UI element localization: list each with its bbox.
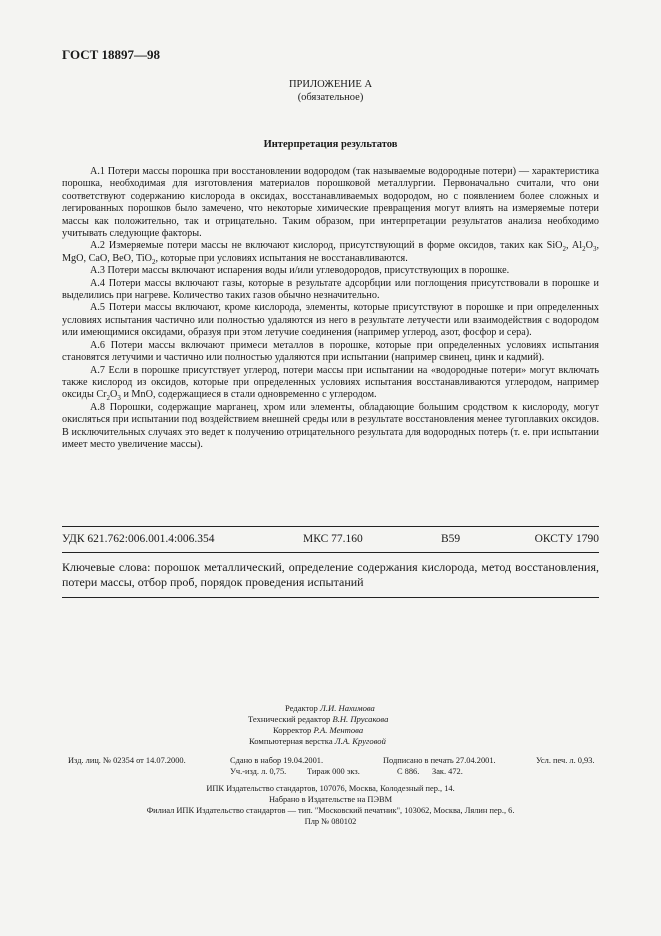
okstu-code: ОКСТУ 1790 — [534, 533, 599, 545]
appendix-title: ПРИЛОЖЕНИЕ А — [288, 79, 373, 90]
paragraph-a4: А.4 Потери массы включают газы, которые в результате адсорбции или поглощения присутствовали в порошке и выделились при нагреве. Количество таких газов обычно незначительно. — [62, 277, 599, 302]
mks-code: МКС 77.160 — [303, 533, 363, 545]
paragraph-a3: А.3 Потери массы включают испарения воды и/или углеводородов, присутствующих в порошке. — [90, 265, 510, 277]
appendix-subtitle: (обязательное) — [297, 92, 364, 103]
credit-editor: Редактор Л.И. Нахимова — [285, 703, 375, 713]
publisher-line-3: Филиал ИПК Издательство стандартов — тип. "Московский печатник", 103062, Москва, Лялин пер., 6. — [146, 806, 515, 815]
appendix-heading — [0, 78, 661, 104]
imprint-pub-sheets: Уч.-изд. л. 0,75. — [230, 767, 287, 776]
body-text — [62, 166, 599, 451]
imprint-print-sheets: Усл. печ. л. 0,93. — [536, 756, 595, 765]
divider-bottom — [62, 597, 599, 598]
paragraph-a7-end: , содержащиеся в стали одновременно с углеродом. — [152, 389, 377, 401]
paragraph-a2-intro: А.2 Измеряемые потери массы не включают кислород, присутствующий в форме оксидов, таких как SiO — [90, 240, 563, 252]
paragraph-a8: А.8 Порошки, содержащие марганец, хром или элементы, обладающие большим сродством к кислороду, могут окисляться при испытании под воздействием внешней среды или в результате восстановления менее тугоплавких оксидов. В исключительных случаях это ведет к получению отрицательного результата для водородных потерь (т. е. при испытании имеет место увеличение массы). — [62, 401, 599, 450]
credit-layout: Компьютерная верстка Л.А. Круговой — [249, 736, 386, 746]
paragraph-a2-tail: , которые при условиях испытания не восстанавливаются. — [155, 252, 408, 264]
document-code: ГОСТ 18897—98 — [62, 47, 161, 62]
imprint-order: Зак. 472. — [432, 767, 463, 776]
divider-top — [62, 526, 599, 527]
paragraph-a2: А.2 Измеряемые потери массы не включают кислород, присутствующий в форме оксидов, таких как SiO$_2$, $Al_2O_3$, MgO, CaO, BeO, TiO$_2$, которые при условиях испытания не восстанавливаются. — [62, 240, 600, 266]
publisher-line-4: Плр № 080102 — [304, 817, 357, 826]
imprint — [0, 755, 661, 779]
credit-tech-editor: Технический редактор В.Н. Прусакова — [248, 714, 389, 724]
group-code: B59 — [441, 533, 461, 545]
imprint-license: Изд. лиц. № 02354 от 14.07.2000. — [68, 756, 186, 765]
paragraph-a1: А.1 Потери массы порошка при восстановлении водородом (так называемые водородные потери) — характеристика порошка, необходимая для изготовления материалов порошковой металлургии. Первоначально считали, что они соответствуют содержанию кислорода в оксидах, восстанавливаемых водородом, но с появлением более сложных и легированных порошков было замечено, что некоторые химические превращения могут влиять на измеряемые потери массы как положительно, так и отрицательно. Таким образом, при интерпретации результатов анализа необходимо учитывать следующие факторы. — [62, 166, 599, 240]
udk-code: УДК 621.762:006.001.4:006.354 — [62, 533, 215, 545]
paragraph-a6: А.6 Потери массы включают примеси металлов в порошке, которые при определенных условиях испытания становятся летучими и частично или полностью удаляются при испытании (например свинец, цинк и кадмий). — [62, 339, 599, 364]
paragraph-a7: А.7 Если в порошке присутствует углерод, потери массы при испытании на «водородные потери» могут включать также кислород из оксидов, которые при определенных условиях испытания восстанавливаются углеродом, например оксиды $Cr_2O_3$ и MnO, содержащиеся в стали одновременно с углеродом. — [62, 364, 599, 403]
imprint-c: С 886. — [397, 767, 420, 776]
imprint-run: Тираж 000 экз. — [307, 767, 360, 776]
keywords: Ключевые слова: порошок металлический, определение содержания кислорода, метод восстановления, потери массы, отбор проб, порядок проведения испытаний — [62, 560, 599, 589]
section-title: Интерпретация результатов — [263, 139, 398, 150]
imprint-sent: Сдано в набор 19.04.2001. — [230, 756, 324, 765]
credit-corrector: Корректор Р.А. Ментова — [273, 725, 364, 735]
paragraph-a7-start: А.7 Если в порошке присутствует углерод, потери массы при испытании на «водородные потери» могут включать также кислород из оксидов, которые при определенных условиях испытания восстанавливаются углеродом, например оксиды Cr — [62, 364, 599, 401]
divider-middle — [62, 552, 599, 553]
paragraph-a5: А.5 Потери массы включают, кроме кислорода, элементы, которые присутствуют в порошке и при определенных условиях испытания частично или полностью удаляются из него в результате летучести или взаимодействия с водородом или имеющимися оксидами, образуя при этом летучие соединения (например углерод, азот, фосфор и сера). — [62, 302, 599, 339]
publisher-info — [0, 783, 661, 827]
publisher-line-2: Набрано в Издательстве на ПЭВМ — [268, 795, 393, 804]
imprint-signed: Подписано в печать 27.04.2001. — [383, 756, 496, 765]
publisher-line-1: ИПК Издательство стандартов, 107076, Москва, Колодезный пер., 14. — [206, 784, 455, 793]
